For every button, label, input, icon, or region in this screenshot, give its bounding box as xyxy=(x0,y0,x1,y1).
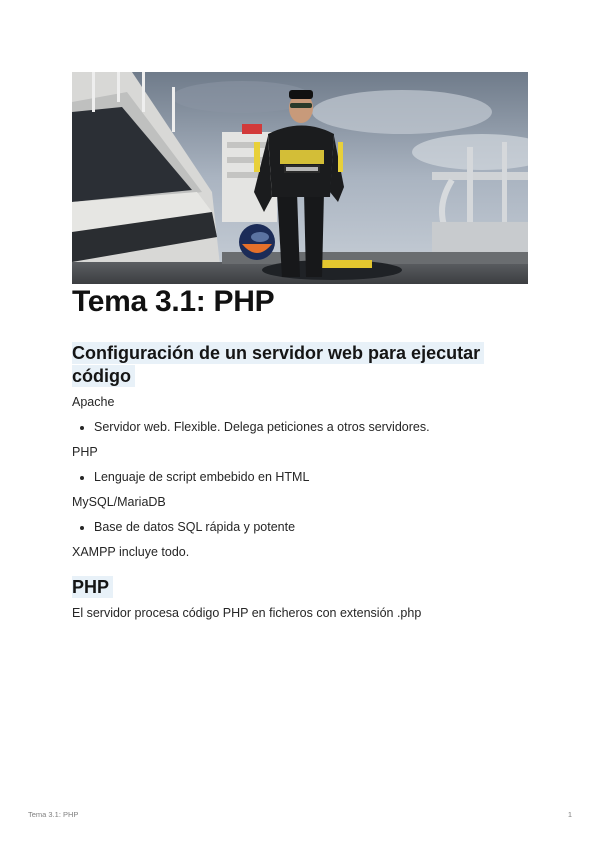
closing-note: XAMPP incluye todo. xyxy=(72,545,190,559)
section-heading-php xyxy=(72,576,528,599)
cover-image xyxy=(72,72,528,284)
section-heading-config xyxy=(72,342,528,388)
section-paragraph: El servidor procesa código PHP en ficheros con extensión .php xyxy=(72,606,422,620)
footer-title: Tema 3.1: PHP xyxy=(28,810,79,819)
list-item: • Base de datos SQL rápida y potente xyxy=(94,519,528,535)
section-heading-line: Configuración de un servidor web para ejecutar xyxy=(72,342,484,364)
list-item: • Servidor web. Flexible. Delega peticiones a otros servidores. xyxy=(94,419,528,435)
section-heading-line: PHP xyxy=(72,576,113,598)
section-heading-line: código xyxy=(72,365,135,387)
document-content xyxy=(72,284,528,621)
bullet-list xyxy=(72,419,528,435)
list-item: • Lenguaje de script embebido en HTML xyxy=(94,469,528,485)
item-label-mysql: MySQL/MariaDB xyxy=(72,495,166,509)
racing-driver-photo xyxy=(72,72,528,284)
bullet-list xyxy=(72,519,528,535)
bullet-list xyxy=(72,469,528,485)
item-label-php: PHP xyxy=(72,445,98,459)
item-label-apache: Apache xyxy=(72,395,115,409)
page-number: 1 xyxy=(567,810,572,819)
page-title: Tema 3.1: PHP xyxy=(72,285,275,318)
